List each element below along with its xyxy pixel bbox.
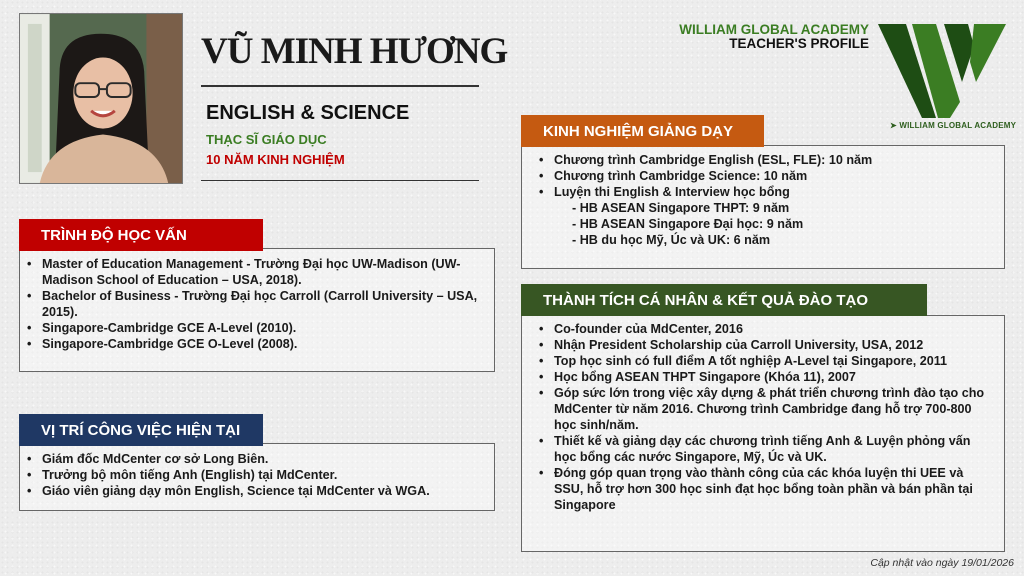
logo-tagline: ➤ WILLIAM GLOBAL ACADEMY (890, 121, 1017, 130)
portrait-image (20, 14, 182, 183)
list-item: • Học bổng ASEAN THPT Singapore (Khóa 11), 2007 (532, 369, 994, 385)
achievements-title: THÀNH TÍCH CÁ NHÂN & KẾT QUẢ ĐÀO TẠO (521, 284, 927, 316)
wga-logo-icon (878, 22, 1006, 120)
achievements-list (522, 316, 1004, 513)
current-position-box (19, 443, 495, 511)
list-item: • Chương trình Cambridge English (ESL, FLE): 10 năm (532, 152, 1004, 168)
education-list (20, 249, 494, 352)
current-position-list (20, 444, 494, 499)
list-item: • Luyện thi English & Interview học bổng (532, 184, 1004, 200)
list-sub-item: - HB du học Mỹ, Úc và UK: 6 năm (572, 233, 771, 247)
teaching-experience-title: KINH NGHIỆM GIẢNG DẠY (521, 115, 764, 147)
teaching-subject: ENGLISH & SCIENCE (206, 102, 410, 124)
teacher-degree: THẠC SĨ GIÁO DỤC (206, 132, 327, 147)
list-item: • Nhận President Scholarship của Carroll University, USA, 2012 (532, 337, 994, 353)
list-sub-item: - HB ASEAN Singapore THPT: 9 năm (572, 201, 790, 215)
achievements-box (521, 315, 1005, 552)
list-item: • Co-founder của MdCenter, 2016 (532, 321, 994, 337)
subtitle-divider (201, 180, 479, 181)
education-box (19, 248, 495, 372)
brand-subtitle: TEACHER'S PROFILE (729, 36, 869, 51)
list-item: • Góp sức lớn trong việc xây dựng & phát triển chương trình đào tạo cho MdCenter từ năm 2016. Chương trình Cambridge đang hỗ trợ 700-800 học sinh/năm. (532, 385, 994, 433)
list-item: • Singapore-Cambridge GCE O-Level (2008). (20, 336, 494, 352)
experience-years: 10 NĂM KINH NGHIỆM (206, 152, 345, 167)
brand-name: WILLIAM GLOBAL ACADEMY (679, 22, 869, 37)
list-item: • Master of Education Management - Trường Đại học UW-Madison (UW-Madison School of Education – USA, 2018). (20, 256, 494, 288)
current-position-title: VỊ TRÍ CÔNG VIỆC HIỆN TẠI (19, 414, 263, 446)
list-item: • Bachelor of Business - Trường Đại học Carroll (Carroll University – USA, 2015). (20, 288, 494, 320)
list-item: • Đóng góp quan trọng vào thành công của các khóa luyện thi UEE và SSU, hỗ trợ hơn 300 học sinh đạt học bổng toàn phần và bán phần tại Singapore (532, 465, 994, 513)
list-item: • Thiết kế và giảng dạy các chương trình tiếng Anh & Luyện phỏng vấn học bổng các nước Singapore, Mỹ, Úc và UK. (532, 433, 994, 465)
name-divider (201, 85, 479, 87)
list-item: • Giáo viên giảng dạy môn English, Science tại MdCenter và WGA. (20, 483, 494, 499)
list-item: • Giám đốc MdCenter cơ sở Long Biên. (20, 451, 494, 467)
teacher-name: VŨ MINH HƯƠNG (201, 31, 508, 72)
list-item: • Chương trình Cambridge Science: 10 năm (532, 168, 1004, 184)
teaching-experience-list (522, 146, 1004, 248)
list-item: • Singapore-Cambridge GCE A-Level (2010). (20, 320, 494, 336)
education-title: TRÌNH ĐỘ HỌC VẤN (19, 219, 263, 251)
teaching-experience-box (521, 145, 1005, 269)
updated-date: Cập nhật vào ngày 19/01/2026 (870, 557, 1014, 569)
list-sub-item: - HB ASEAN Singapore Đại học: 9 năm (572, 217, 804, 231)
teacher-photo (19, 13, 183, 184)
list-item: • Trưởng bộ môn tiếng Anh (English) tại MdCenter. (20, 467, 494, 483)
list-item: • Top học sinh có full điểm A tốt nghiệp A-Level tại Singapore, 2011 (532, 353, 994, 369)
